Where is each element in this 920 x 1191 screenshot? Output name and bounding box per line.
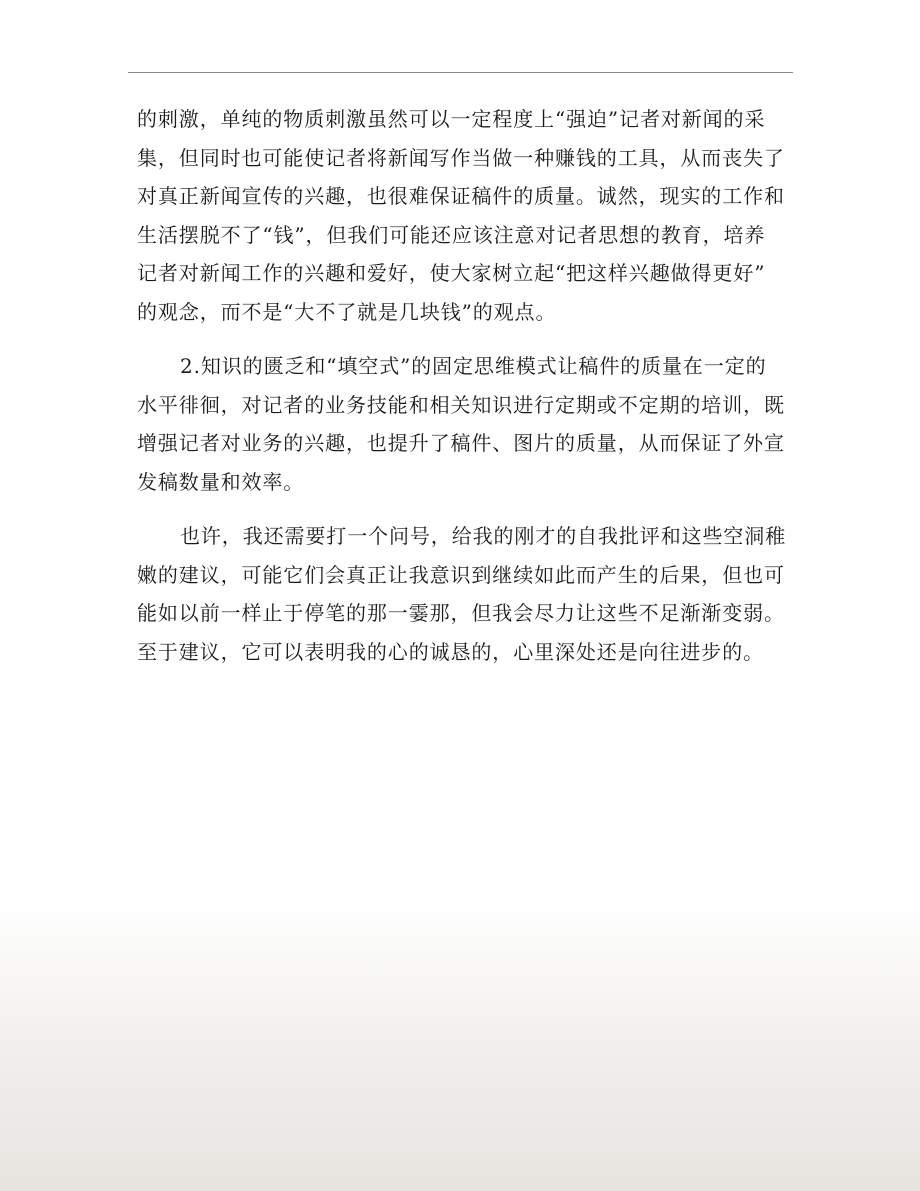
text-line: 嫩的建议，可能它们会真正让我意识到继续如此而产生的后果，但也可 [137,562,785,587]
text-line: 发稿数量和效率。 [137,469,305,494]
paragraph-2 [137,347,807,501]
text-line: 生活摆脱不了“钱”，但我们可能还应该注意对记者思想的教育，培养 [137,222,766,247]
text-line: 对真正新闻宣传的兴趣，也很难保证稿件的质量。诚然，现实的工作和 [137,184,785,208]
text-line: 至于建议，它可以表明我的心的诚恳的，心里深处还是向往进步的。 [137,639,764,664]
body-text [137,100,807,671]
paragraph-3 [137,517,807,671]
text-line: 水平徘徊，对记者的业务技能和相关知识进行定期或不定期的培训，既 [137,392,785,417]
text-line: 2.知识的匮乏和“填空式”的固定思维模式让稿件的质量在一定的 [180,354,767,378]
header-divider [128,72,793,73]
text-line: 增强记者对业务的兴趣，也提升了稿件、图片的质量，从而保证了外宣 [137,431,785,455]
text-line: 的刺激，单纯的物质刺激虽然可以一定程度上“强迫”记者对新闻的采 [137,107,766,131]
text-line: 记者对新闻工作的兴趣和爱好，使大家树立起“把这样兴趣做得更好” [137,261,766,285]
text-line: 的观念，而不是“大不了就是几块钱”的观点。 [137,299,557,324]
text-line: 能如以前一样止于停笔的那一霎那，但我会尽力让这些不足渐渐变弱。 [137,601,785,625]
paragraph-1 [137,100,807,331]
text-line: 也许，我还需要打一个问号，给我的刚才的自我批评和这些空洞稚 [180,524,787,548]
text-line: 集，但同时也可能使记者将新闻写作当做一种赚钱的工具，从而丧失了 [137,145,785,170]
